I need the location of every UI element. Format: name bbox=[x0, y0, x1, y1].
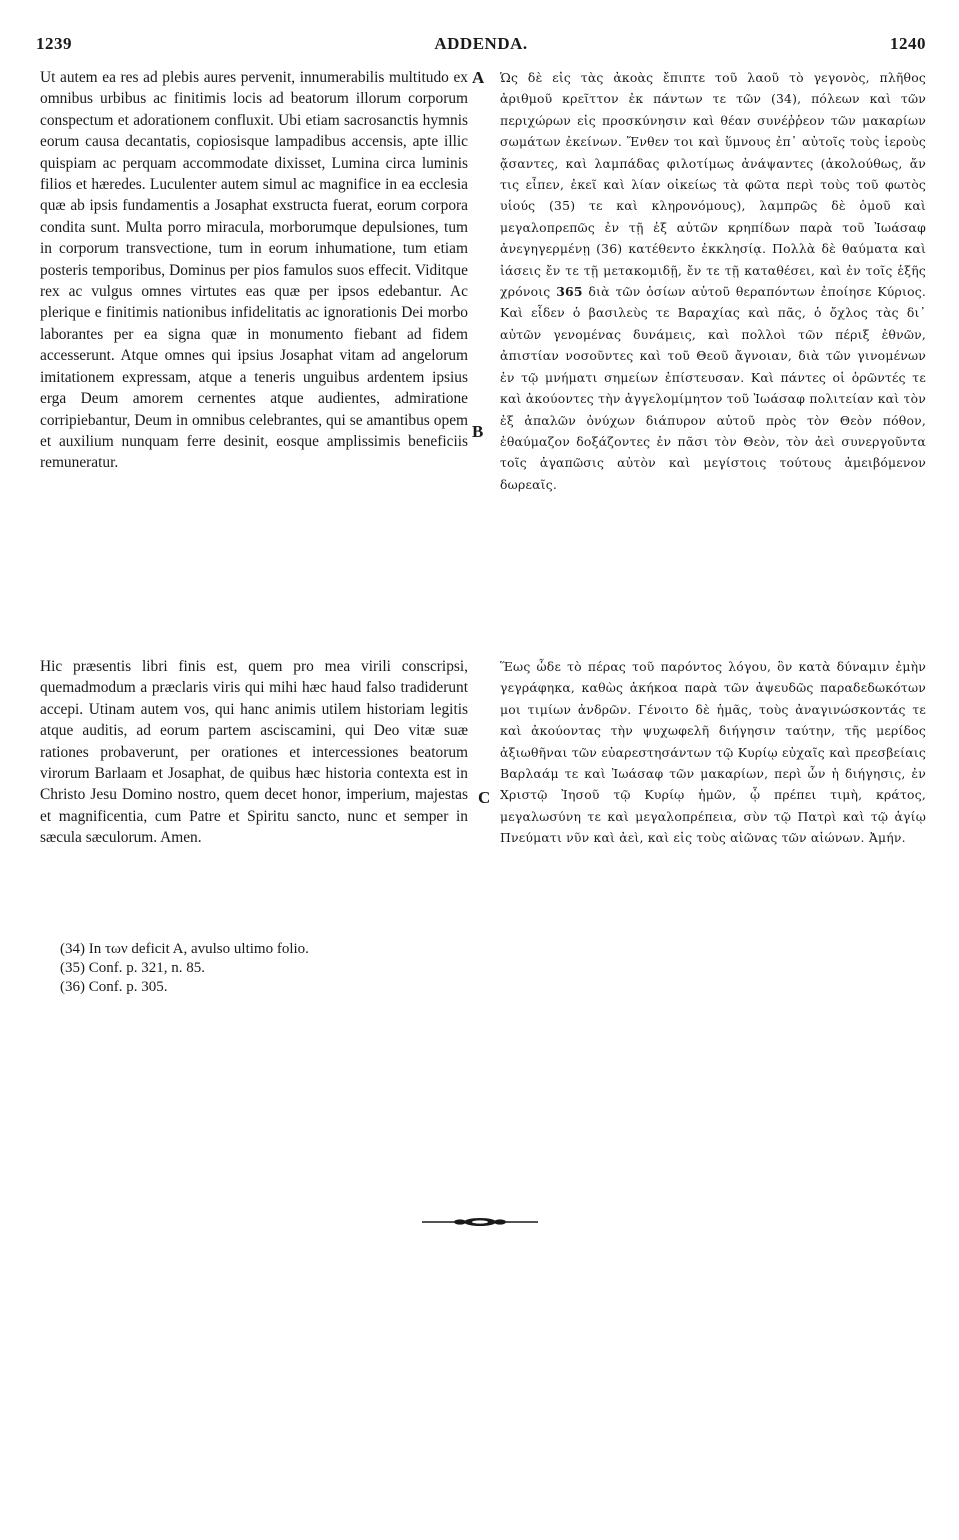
latin-paragraph-1: Ut autem ea res ad plebis aures pervenit, innumerabilis multitudo ex omnibus urbibus ac finitimis locis ad beatorum illorum corporum conspectum et adorationem confluxit. Ubi etiam sacrosanctis hymnis eorum causa decantatis, copiosisque lampadibus accensis, apte illic quispiam ac perquam accommodate dixisset, Lumina circa luminis filios et hæredes. Luculenter autem simul ac magnifice in ea ecclesia quæ ab ipsis fundamentis a Josaphat exstructa fuerat, eorum corpora condita sunt. Multa porro miracula, morborumque depulsiones, tum in corporum transvectione, tum in eorum inhumatione, tum etiam posteris temporibus, Dominus per pios famulos suos effecit. Viditque rex ac vulgus omnes virtutes eas quæ per ipsos edebantur. Ac plerique e finitimis nationibus infidelitatis ac ignorationis Dei morbo laborantes per ea signa quæ in monumento fiebant ad fidem accesserunt. Atque omnes qui ipsius Josaphat vitam ad angelorum imitationem expressam, atque a teneris unguibus ardentem ipsius erga Deum amorem cernentes atque audientes, admiratione corripiebantur, Deum in omnibus celebrantes, qui se amantibus opem et auxilium nunquam ferre desinit, eosque amplissimis beneficiis remuneratur. bbox=[40, 69, 468, 472]
greek-paragraph-1-part-1: Ὡς δὲ εἰς τὰς ἀκοὰς ἔπιπτε τοῦ λαοῦ τὸ γεγονὸς, πλῆθος ἀριθμοῦ κρεῖττον ἐκ πάντων τε τῶν (34), πόλεων καὶ τῶν περιχώρων εἰς προσκύνησιν καὶ θέαν συνέῤῥεον τῶν μακαρίων σωμάτων ἐκείνων. Ἔνθεν τοι καὶ ὕμνους ἐπ᾽ αὐτοῖς τοὺς ἱεροὺς ᾄσαντες, καὶ λαμπάδας φιλοτίμως ἀνάψαντες (ἀκολούθως, ἄν τις εἶπεν, ἐκεῖ καὶ λίαν οἰκείως τὰ φῶτα περὶ τοὺς τοῦ φωτὸς υἱούς (35) τε καὶ κληρονόμους), λαμπρῶς δὲ ὁμοῦ καὶ μεγαλοπρεπῶς ἐν τῇ ἐξ αὐτῶν κρηπίδων παρὰ τοῦ Ἰωάσαφ ἀνεγηγερμένῃ (36) κατέθεντο ἐκκλησίᾳ. Πολλὰ δὲ θαύματα καὶ ἰάσεις ἔν τε τῇ μετακομιδῇ, ἔν τε τῇ καταθέσει, καὶ ἐν τοῖς ἑξῆς χρόνοις bbox=[500, 70, 926, 300]
footnote: (35) Conf. p. 321, n. 85. bbox=[60, 960, 205, 976]
greek-paragraph-1-part-2: διὰ τῶν ὁσίων αὐτοῦ θεραπόντων ἐποίησε Κύριος. Καὶ εἶδεν ὁ βασιλεὺς τε Βαραχίας καὶ πᾶς, ὁ ὄχλος τὰς δι᾽ αὐτῶν γενομένας δυνάμεις, καὶ πολλοὶ τῶν πέριξ ἐθνῶν, ἀπιστίαν νοσοῦντες καὶ τοῦ Θεοῦ ἄγνοιαν, διὰ τῶν γινομένων ἐν τῷ μνήματι σημείων ἐπίστευσαν. Καὶ πάντες οἱ ὁρῶντές τε καὶ ἀκούοντες τὴν ἀγγελομίμητον τοῦ Ἰωάσαφ πολιτείαν καὶ τὸν ἐξ ἁπαλῶν ὀνύχων διάπυρον αὐτοῦ πρὸς τὸν Θεὸν πόθον, ἐθαύμαζον δοξάζοντες ἐν πᾶσι τὸν Θεὸν, τὸν ἀεὶ συνεργοῦντα τοῖς ἀγαπῶσις αὐτὸν καὶ μεγίστοις τούτους ἀμειβόμενον δωρεαῖς. bbox=[500, 284, 927, 492]
section-marker-b: B bbox=[472, 422, 484, 441]
section-marker-c: C bbox=[478, 788, 491, 807]
footnotes bbox=[60, 940, 480, 997]
footnote: (36) Conf. p. 305. bbox=[60, 979, 168, 995]
end-ornament bbox=[420, 1216, 540, 1228]
latin-paragraph-2: Hic præsentis libri finis est, quem pro mea virili conscripsi, quemadmodum a præclaris viris qui mihi hæc haud falso tradiderunt accepi. Utinam autem vos, qui hanc animis utilem historiam legitis atque auditis, ad eorum partem asciscamini, qui Deo vitæ suæ rationes probaverunt, per orationes et intercessiones beatorum virorum Barlaam et Josaphat, de quibus hæc historia contexta est in Christo Jesu Domino nostro, quem decet honor, imperium, majestas et magnificentia, cum Patre et Spiritu sancto, nunc et semper in sæcula sæculorum. Amen. bbox=[40, 658, 468, 847]
right-page-number: 1240 bbox=[890, 34, 926, 53]
greek-paragraph-2: Ἕως ὧδε τὸ πέρας τοῦ παρόντος λόγου, ὃν κατὰ δύναμιν ἐμὴν γεγράφηκα, καθὼς ἀκήκοα παρὰ τῶν ἀψευδῶς παραδεδωκότων μοι τιμίων ἀνδρῶν. Γένοιτο δὲ ἡμᾶς, τοὺς ἀναγινώσκοντάς τε καὶ ἀκούοντας τὴν ψυχωφελῆ διήγησιν ταύτην, τῆς μερίδος ἀξιωθῆναι τῶν εὐαρεστησάντων τῷ Κυρίῳ εὐχαῖς καὶ πρεσβείαις Βαρλαάμ τε καὶ Ἰωάσαφ τῶν μακαρίων, περὶ ὧν ἡ διήγησις, ἐν Χριστῷ Ἰησοῦ τῷ Κυρίῳ ἡμῶν, ᾧ πρέπει τιμὴ, κράτος, μεγαλωσύνη τε καὶ μεγαλοπρέπεια, σὺν τῷ Πατρὶ καὶ τῷ ἁγίῳ Πνεύματι νῦν καὶ ἀεὶ, καὶ εἰς τοὺς αἰῶνας τῶν αἰώνων. Ἀμήν. bbox=[500, 659, 926, 846]
section-marker-a: A bbox=[472, 68, 485, 87]
running-title: ADDENDA. bbox=[434, 34, 528, 53]
footnote: (34) In των deficit A, avulso ultimo folio. bbox=[60, 941, 309, 957]
left-page-number: 1239 bbox=[36, 34, 72, 53]
running-header bbox=[36, 34, 926, 58]
column-number: 365 bbox=[556, 284, 583, 300]
greek-paragraph-1 bbox=[500, 67, 926, 495]
